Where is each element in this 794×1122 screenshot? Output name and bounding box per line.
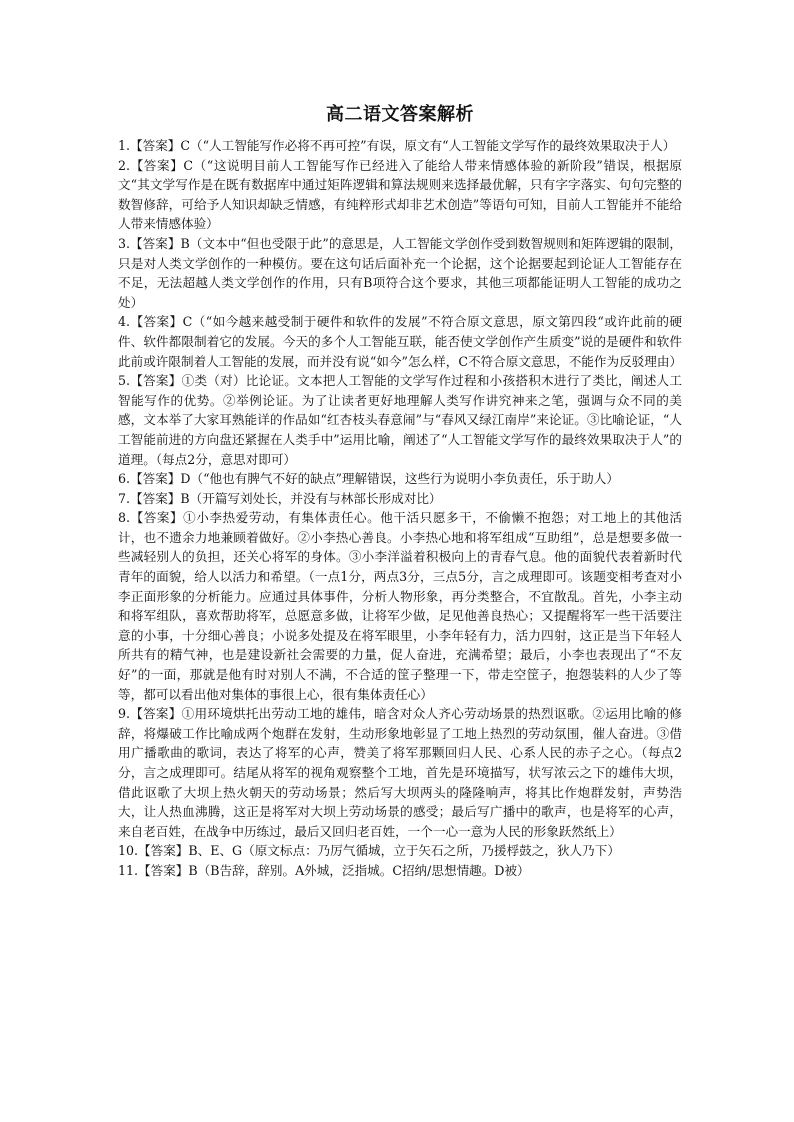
answer-item-2: 2.【答案】C（“这说明目前人工智能写作已经进入了能给人带来情感体验的新阶段”错误，根据原文“其文学写作是在既有数据库中通过矩阵逻辑和算法规则来选择最优解，只有字字落实、句句完整的数智修辞，可给予人知识却缺乏情感，有纯粹形式却非艺术创造”等语句可知，目前人工智能并不能给人带来情感体验） (118, 157, 682, 232)
answer-item-9: 9.【答案】①用环境烘托出劳动工地的雄伟，暗含对众人齐心劳动场景的热烈讴歌。②运用比喻的修辞，将爆破工作比喻成两个炮群在发射，生动形象地彰显了工地上热烈的劳动氛围，催人奋进。③借用广播歌曲的歌词，表达了将军的心声，赞美了将军那颗回归人民、心系人民的赤子之心。（每点2分，言之成理即可。结尾从将军的视角观察整个工地，首先是环境描写，状写浓云之下的雄伟大坝，借此讴歌了大坝上热火朝天的劳动场景；然后写大坝两头的隆隆响声，将其比作炮群发射，声势浩大，让人热血沸腾，这正是将军对大坝上劳动场景的感受；最后写广播中的歌声，也是将军的心声，来自老百姓，在战争中历练过，最后又回归老百姓，一个一心一意为人民的形象跃然纸上） (118, 706, 682, 839)
document-title: 高二语文答案解析 (326, 104, 474, 125)
answer-document (118, 104, 682, 881)
answer-item-4: 4.【答案】C（“如今越来越受制于硬件和软件的发展”不符合原文意思，原文第四段“或许此前的硬件、软件都限制着它的发展。今天的多个人工智能互联，能否使文学创作产生质变”说的是硬件和软件此前或许限制着人工智能的发展，而并没有说“如今”怎么样，C不符合原文意思，不能作为反驳理由） (118, 314, 683, 369)
answer-item-3: 3.【答案】B（文本中“但也受限于此”的意思是，人工智能文学创作受到数智规则和矩阵逻辑的限制，只是对人类文学创作的一种模仿。要在这句话后面补充一个论据，这个论据要起到论证人工智能存在不足，无法超越人类文学创作的作用，只有B项符合这个要求，其他三项都能证明人工智能的成功之处） (118, 235, 682, 310)
answer-item-10: 10.【答案】B、E、G（原文标点：乃厉气循城，立于矢石之所，乃援桴鼓之，狄人乃下） (118, 843, 620, 859)
answer-item-5: 5.【答案】①类（对）比论证。文本把人工智能的文学写作过程和小孩搭积木进行了类比，阐述人工智能写作的优势。②举例论证。为了让读者更好地理解人类写作讲究神来之笔，强调与众不同的美感，文本举了大家耳熟能详的作品如“红杏枝头春意闹”与“春风又绿江南岸”来论证。③比喻论证，“人工智能前进的方向盘还紧握在人类手中”运用比喻，阐述了“人工智能文学写作的最终效果取决于人”的道理。（每点2分，意思对即可） (118, 373, 682, 467)
answer-item-7: 7.【答案】B（开篇写刘处长，并没有与林部长形成对比） (118, 490, 442, 506)
answer-item-8: 8.【答案】①小李热爱劳动，有集体责任心。他干活只愿多干，不偷懒不抱怨；对工地上的其他活计，也不遗余力地兼顾着做好。②小李热心善良。小李热心地和将军组成“互助组”，总是想要多做一些减轻别人的负担，还关心将军的身体。③小李洋溢着积极向上的青春气息。他的面貌代表着新时代青年的面貌，给人以活力和希望。（一点1分，两点3分，三点5分，言之成理即可。该题变相考查对小李正面形象的分析能力。应通过具体事件，分析人物形象，再分类整合，不宜散乱。首先，小李主动和将军组队，喜欢帮助将军，总愿意多做，让将军少做，足见他善良热心；又提醒将军一些干活要注意的小事，十分细心善良；小说多处提及在将军眼里，小李年轻有力，活力四射，这正是当下年轻人所共有的精气神，也是建设新社会需要的力量，促人奋进，充满希望；最后，小李也表现出了“不友好”的一面，那就是他有时对别人不满，不合适的筐子整理一下，带走空筐子，抱怨装料的人少了等等，都可以看出他对集体的事很上心，很有集体责任心） (118, 510, 682, 702)
answer-list (118, 136, 682, 881)
answer-item-11: 11.【答案】B（B告辞，辞别。A外城，泛指城。C招纳/思想情趣。D被） (118, 862, 530, 878)
answer-item-1: 1.【答案】C（“人工智能写作必将不再可控”有误，原文有“人工智能文学写作的最终效果取决于人） (118, 138, 676, 153)
answer-item-6: 6.【答案】D（“他也有脾气不好的缺点”理解错误，这些行为说明小李负责任，乐于助人） (118, 471, 619, 487)
